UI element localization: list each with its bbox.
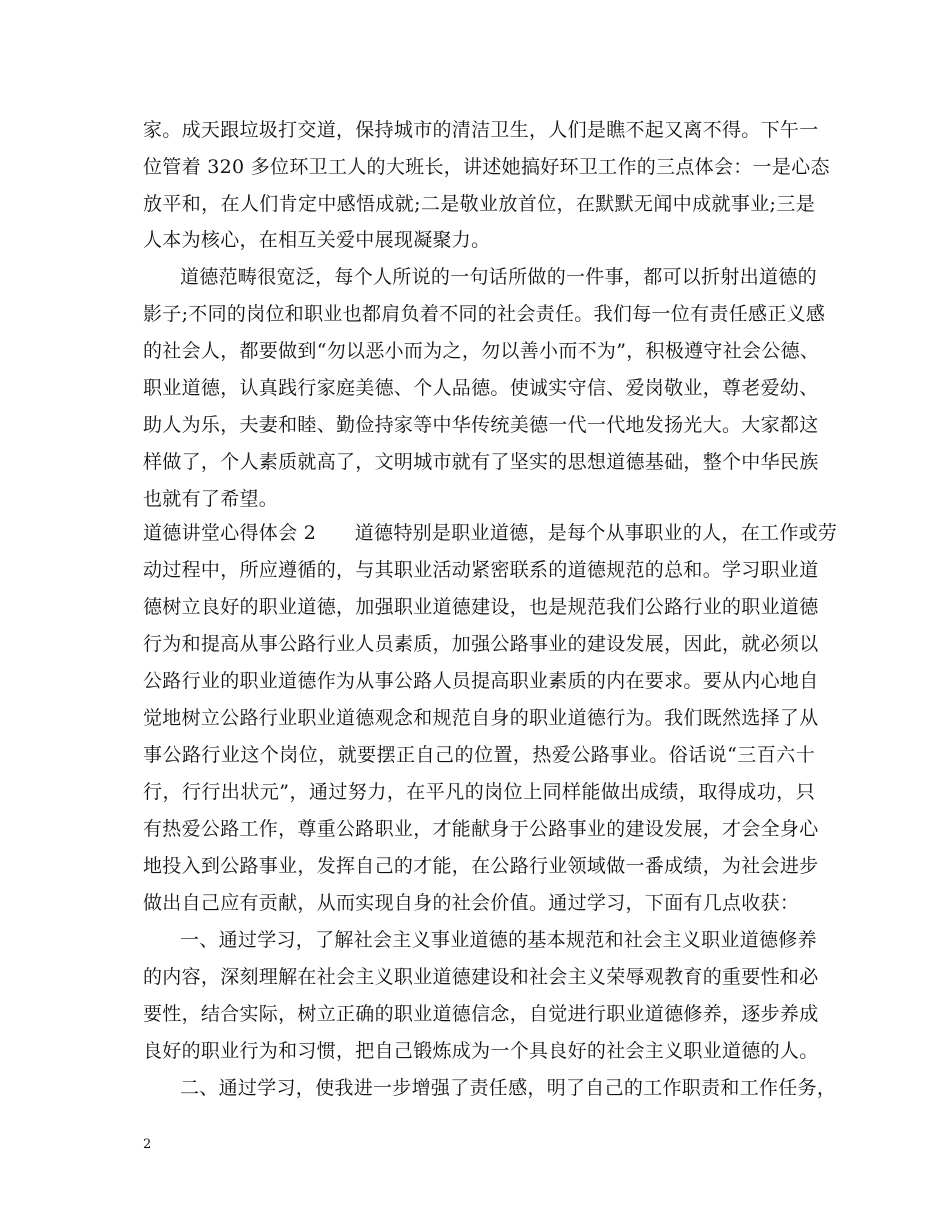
text-line: 家。成天跟垃圾打交道，保持城市的清洁卫生，人们是瞧不起又离不得。下午一 [143,119,819,141]
text-line: 动过程中，所应遵循的，与其职业活动紧密联系的道德规范的总和。学习职业道 [143,559,819,581]
text-line: 的内容，深刻理解在社会主义职业道德建设和社会主义荣辱观教育的重要性和必 [143,966,819,988]
text-line: 觉地树立公路行业职业道德观念和规范自身的职业道德行为。我们既然选择了从 [143,707,819,729]
text-line: 行为和提高从事公路行业人员素质，加强公路事业的建设发展，因此，就必须以 [143,633,819,655]
paragraph-first-line: 一、通过学习，了解社会主义事业道德的基本规范和社会主义职业道德修养 [180,929,817,951]
text-line: 有热爱公路工作，尊重公路职业，才能献身于公路事业的建设发展，才会全身心 [143,818,819,840]
section-heading-line: 道德讲堂心得体会 2 道德特别是职业道德，是每个从事职业的人，在工作或劳 [143,522,838,544]
text-line: 职业道德，认真践行家庭美德、个人品德。使诚实守信、爱岗敬业，尊老爱幼、 [143,377,819,399]
text-line: 良好的职业行为和习惯，把自己锻炼成为一个具良好的社会主义职业道德的人。 [143,1040,819,1062]
text-line: 助人为乐，夫妻和睦、勤俭持家等中华传统美德一代一代地发扬光大。大家都这 [143,414,819,436]
text-line: 人本为核心，在相互关爱中展现凝聚力。 [143,229,491,251]
text-line: 要性，结合实际，树立正确的职业道德信念，自觉进行职业道德修养，逐步养成 [143,1003,819,1025]
text-line: 做出自己应有贡献，从而实现自身的社会价值。通过学习，下面有几点收获： [143,892,800,914]
paragraph-first-line: 道德范畴很宽泛，每个人所说的一句话所做的一件事，都可以折射出道德的 [180,266,817,288]
text-line: 也就有了希望。 [143,488,279,510]
page-number: 2 [143,1137,152,1152]
text-line: 事公路行业这个岗位，就要摆正自己的位置，热爱公路事业。俗话说“三百六十 [143,744,815,766]
text-line: 行，行行出状元”，通过努力，在平凡的岗位上同样能做出成绩，取得成功，只 [143,781,815,803]
text-line: 放平和，在人们肯定中感悟成就;二是敬业放首位，在默默无闻中成就事业;三是 [143,193,815,215]
text-line: 位管着 320 多位环卫工人的大班长，讲述她搞好环卫工作的三点体会：一是心态 [143,156,830,178]
text-line: 德树立良好的职业道德，加强职业道德建设，也是规范我们公路行业的职业道德 [143,596,819,618]
text-line: 的社会人，都要做到“勿以恶小而为之，勿以善小而不为”，积极遵守社会公德、 [143,340,820,362]
text-line: 影子;不同的岗位和职业也都肩负着不同的社会责任。我们每一位有责任感正义感 [143,303,826,325]
paragraph-first-line: 二、通过学习，使我进一步增强了责任感，明了自己的工作职责和工作任务， [180,1077,837,1099]
text-line: 地投入到公路事业，发挥自己的才能，在公路行业领域做一番成绩，为社会进步 [143,855,819,877]
text-line: 样做了，个人素质就高了，文明城市就有了坚实的思想道德基础，整个中华民族 [143,451,819,473]
text-line: 公路行业的职业道德作为从事公路人员提高职业素质的内在要求。要从内心地自 [143,670,819,692]
